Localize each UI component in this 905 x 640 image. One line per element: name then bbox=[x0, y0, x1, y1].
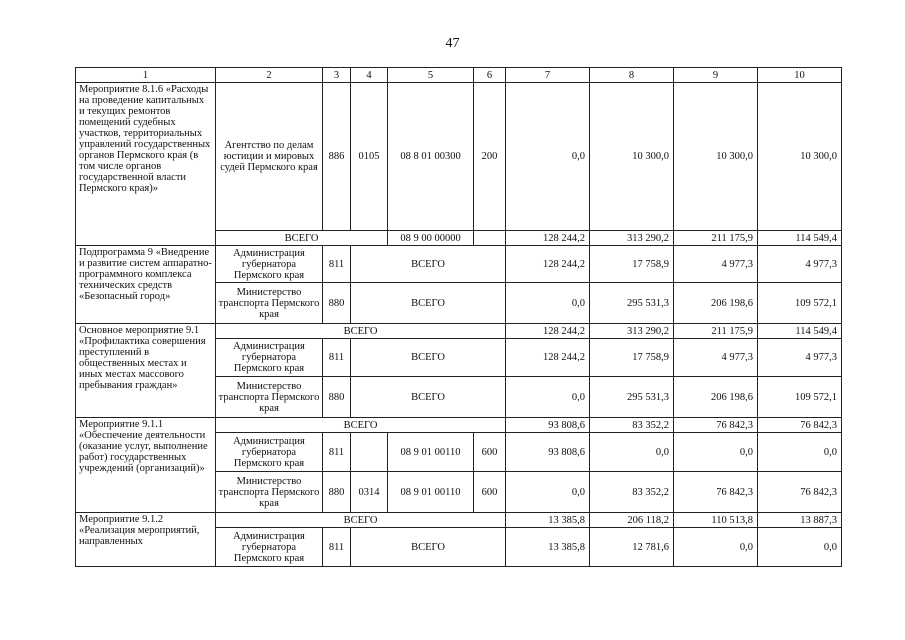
value-cell: 17 758,9 bbox=[590, 339, 674, 377]
total-label: ВСЕГО bbox=[351, 246, 506, 283]
grbs-cell: 811 bbox=[323, 339, 351, 377]
value-cell: 76 842,3 bbox=[674, 472, 758, 513]
value-cell: 12 781,6 bbox=[590, 528, 674, 567]
col-header: 9 bbox=[674, 68, 758, 83]
budget-table bbox=[75, 67, 842, 567]
value-cell: 128 244,2 bbox=[506, 339, 590, 377]
vr-cell: 600 bbox=[474, 472, 506, 513]
grbs-cell: 880 bbox=[323, 377, 351, 418]
value-cell: 10 300,0 bbox=[758, 83, 842, 231]
value-cell: 0,0 bbox=[506, 283, 590, 324]
value-cell: 109 572,1 bbox=[758, 377, 842, 418]
table-row bbox=[76, 83, 842, 231]
col-header: 4 bbox=[351, 68, 388, 83]
total-row bbox=[76, 324, 842, 339]
value-cell: 114 549,4 bbox=[758, 324, 842, 339]
col-header: 5 bbox=[388, 68, 474, 83]
value-cell: 4 977,3 bbox=[674, 246, 758, 283]
total-label: ВСЕГО bbox=[351, 528, 506, 567]
col-header: 10 bbox=[758, 68, 842, 83]
total-row bbox=[76, 418, 842, 433]
value-cell: 4 977,3 bbox=[758, 246, 842, 283]
col-header: 2 bbox=[216, 68, 323, 83]
value-cell: 83 352,2 bbox=[590, 418, 674, 433]
value-cell: 206 198,6 bbox=[674, 283, 758, 324]
csr-cell: 08 9 01 00110 bbox=[388, 472, 474, 513]
grbs-cell: 880 bbox=[323, 283, 351, 324]
agency-cell: Администрация губернатора Пермского края bbox=[216, 246, 323, 283]
measure-description: Мероприятие 9.1.2 «Реализация мероприятий, направленных bbox=[76, 513, 216, 567]
value-cell: 0,0 bbox=[674, 433, 758, 472]
csr-cell: 08 8 01 00300 bbox=[388, 83, 474, 231]
total-label: ВСЕГО bbox=[351, 339, 506, 377]
grbs-cell: 880 bbox=[323, 472, 351, 513]
total-label: ВСЕГО bbox=[216, 513, 506, 528]
measure-description: Основное мероприятие 9.1 «Профилактика совершения преступлений в общественных местах и иных местах массового пребывания граждан» bbox=[76, 324, 216, 418]
value-cell: 13 385,8 bbox=[506, 528, 590, 567]
value-cell: 206 118,2 bbox=[590, 513, 674, 528]
value-cell: 76 842,3 bbox=[758, 418, 842, 433]
page-number: 47 bbox=[445, 36, 460, 51]
col-header: 3 bbox=[323, 68, 351, 83]
agency-cell: Администрация губернатора Пермского края bbox=[216, 339, 323, 377]
value-cell: 110 513,8 bbox=[674, 513, 758, 528]
col-header: 7 bbox=[506, 68, 590, 83]
value-cell: 211 175,9 bbox=[674, 231, 758, 246]
agency-cell: Агентство по делам юстиции и мировых судей Пермского края bbox=[216, 83, 323, 231]
value-cell: 93 808,6 bbox=[506, 418, 590, 433]
value-cell: 83 352,2 bbox=[590, 472, 674, 513]
agency-cell: Министерство транспорта Пермского края bbox=[216, 472, 323, 513]
value-cell: 114 549,4 bbox=[758, 231, 842, 246]
value-cell: 0,0 bbox=[758, 528, 842, 567]
col-header: 6 bbox=[474, 68, 506, 83]
agency-cell: Администрация губернатора Пермского края bbox=[216, 528, 323, 567]
value-cell: 10 300,0 bbox=[590, 83, 674, 231]
value-cell: 295 531,3 bbox=[590, 283, 674, 324]
value-cell: 0,0 bbox=[506, 377, 590, 418]
total-label: ВСЕГО bbox=[351, 283, 506, 324]
value-cell: 109 572,1 bbox=[758, 283, 842, 324]
value-cell: 0,0 bbox=[506, 83, 590, 231]
value-cell: 93 808,6 bbox=[506, 433, 590, 472]
value-cell: 128 244,2 bbox=[506, 231, 590, 246]
total-row bbox=[76, 513, 842, 528]
value-cell: 313 290,2 bbox=[590, 231, 674, 246]
measure-description: Мероприятие 9.1.1 «Обеспечение деятельности (оказание услуг, выполнение работ) государственных учреждений (организаций)» bbox=[76, 418, 216, 513]
value-cell: 206 198,6 bbox=[674, 377, 758, 418]
agency-cell: Администрация губернатора Пермского края bbox=[216, 433, 323, 472]
value-cell: 0,0 bbox=[506, 472, 590, 513]
vr-cell: 200 bbox=[474, 83, 506, 231]
csr-cell: 08 9 01 00110 bbox=[388, 433, 474, 472]
grbs-cell: 811 bbox=[323, 246, 351, 283]
agency-cell: Министерство транспорта Пермского края bbox=[216, 377, 323, 418]
grbs-cell: 811 bbox=[323, 528, 351, 567]
total-label: ВСЕГО bbox=[216, 324, 506, 339]
total-label: ВСЕГО bbox=[216, 418, 506, 433]
value-cell: 4 977,3 bbox=[758, 339, 842, 377]
total-label: ВСЕГО bbox=[351, 377, 506, 418]
value-cell: 13 385,8 bbox=[506, 513, 590, 528]
col-header: 8 bbox=[590, 68, 674, 83]
vr-cell: 600 bbox=[474, 433, 506, 472]
agency-cell: Министерство транспорта Пермского края bbox=[216, 283, 323, 324]
column-header-row bbox=[76, 68, 842, 83]
grbs-cell: 811 bbox=[323, 433, 351, 472]
rz-cell: 0105 bbox=[351, 83, 388, 231]
grbs-cell: 886 bbox=[323, 83, 351, 231]
csr-cell: 08 9 00 00000 bbox=[388, 231, 474, 246]
col-header: 1 bbox=[76, 68, 216, 83]
value-cell: 13 887,3 bbox=[758, 513, 842, 528]
empty-cell bbox=[474, 231, 506, 246]
value-cell: 17 758,9 bbox=[590, 246, 674, 283]
value-cell: 313 290,2 bbox=[590, 324, 674, 339]
value-cell: 128 244,2 bbox=[506, 246, 590, 283]
value-cell: 0,0 bbox=[674, 528, 758, 567]
value-cell: 76 842,3 bbox=[758, 472, 842, 513]
measure-description: Мероприятие 8.1.6 «Расходы на проведение капитальных и текущих ремонтов помещений судебных участков, территориальных управлений государственных органов Пермского края (в том числе органов государственной власти Пермского края)» bbox=[76, 83, 216, 246]
value-cell: 10 300,0 bbox=[674, 83, 758, 231]
rz-cell: 0314 bbox=[351, 472, 388, 513]
value-cell: 4 977,3 bbox=[674, 339, 758, 377]
rz-cell bbox=[351, 433, 388, 472]
table-row bbox=[76, 246, 842, 283]
value-cell: 76 842,3 bbox=[674, 418, 758, 433]
value-cell: 0,0 bbox=[758, 433, 842, 472]
value-cell: 128 244,2 bbox=[506, 324, 590, 339]
total-label: ВСЕГО bbox=[216, 231, 388, 246]
value-cell: 295 531,3 bbox=[590, 377, 674, 418]
measure-description: Подпрограмма 9 «Внедрение и развитие систем аппаратно-программного комплекса технических средств «Безопасный город» bbox=[76, 246, 216, 324]
value-cell: 0,0 bbox=[590, 433, 674, 472]
value-cell: 211 175,9 bbox=[674, 324, 758, 339]
